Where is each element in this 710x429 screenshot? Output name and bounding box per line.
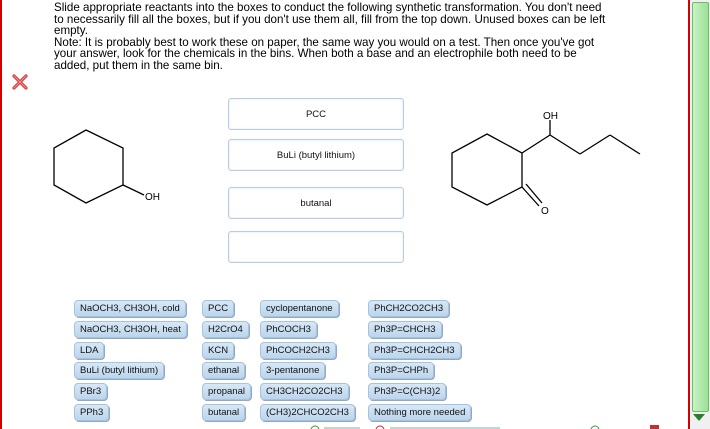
scrollbar-thumb[interactable] <box>692 2 709 412</box>
scroll-down-arrow-icon[interactable] <box>693 414 705 421</box>
answer-box-4[interactable] <box>228 231 404 263</box>
reagent-chip[interactable]: Nothing more needed <box>368 404 471 421</box>
cut-off-footer <box>300 424 690 429</box>
reagent-chip[interactable]: PBr3 <box>74 383 107 400</box>
instruction-line: Slide appropriate reactants into the boxes to conduct the following synthetic transformation. You don't need <box>54 1 602 14</box>
reagent-chip[interactable]: PPh3 <box>74 404 109 421</box>
reagent-chip[interactable]: NaOCH3, CH3OH, cold <box>74 300 186 317</box>
reagent-chip[interactable]: PhCH2CO2CH3 <box>368 300 449 317</box>
answer-box-3[interactable] <box>228 187 404 219</box>
answer-box-content[interactable]: BuLi (butyl lithium) <box>276 149 356 161</box>
reactant-molecule <box>40 115 180 215</box>
answer-box-content[interactable]: PCC <box>305 108 327 120</box>
reagent-chip[interactable]: NaOCH3, CH3OH, heat <box>74 321 187 338</box>
answer-box-2[interactable] <box>228 139 404 171</box>
instruction-line: your answer, look for the chemicals in the bins. When both a base and an electrophile both need to be <box>54 47 577 60</box>
instructions-text <box>54 2 666 71</box>
answer-box-1[interactable] <box>228 98 404 130</box>
reagent-chip[interactable]: Ph3P=C(CH3)2 <box>368 383 446 400</box>
answer-box-content[interactable]: butanal <box>300 197 332 209</box>
product-o-label: O <box>541 206 549 217</box>
reagent-chip[interactable]: H2CrO4 <box>202 321 249 338</box>
reagent-chip[interactable]: butanal <box>202 404 245 421</box>
instruction-line: added, put them in the same bin. <box>54 58 223 72</box>
vertical-scrollbar[interactable] <box>691 0 710 429</box>
instruction-line: empty. <box>54 24 88 37</box>
instruction-line: Note: It is probably best to work these on paper, the same way you would on a test. Then once you've got <box>54 35 595 49</box>
reagent-chip[interactable]: 3-pentanone <box>260 362 325 379</box>
reagent-chip[interactable]: cyclopentanone <box>260 300 339 317</box>
reagent-chip[interactable]: KCN <box>202 342 234 359</box>
reagent-chip[interactable]: propanal <box>202 383 251 400</box>
left-border <box>0 0 2 429</box>
reagent-chip[interactable]: PhCOCH2CH3 <box>260 342 336 359</box>
reagent-chip[interactable]: Ph3P=CHCH3 <box>368 321 442 338</box>
reagent-chip[interactable]: (CH3)2CHCO2CH3 <box>260 404 355 421</box>
reagent-chip[interactable]: ethanal <box>202 362 245 379</box>
incorrect-x-icon <box>11 73 29 91</box>
reagent-chip[interactable]: CH3CH2CO2CH3 <box>260 383 349 400</box>
reagent-chip[interactable]: Ph3P=CHCH2CH3 <box>368 342 461 359</box>
instruction-line: to necessarily fill all the boxes, but if you don't use them all, fill from the top down. Unused boxes can be left <box>54 12 606 26</box>
reagent-chip[interactable]: PhCOCH3 <box>260 321 317 338</box>
reagent-chip[interactable]: BuLi (butyl lithium) <box>74 362 164 379</box>
reagent-chip[interactable]: Ph3P=CHPh <box>368 362 434 379</box>
product-molecule <box>440 110 660 220</box>
reactant-oh-label: OH <box>145 192 160 203</box>
right-border <box>688 0 690 429</box>
reagent-chip[interactable]: PCC <box>202 300 234 317</box>
product-oh-label: OH <box>543 111 558 122</box>
reagent-chip[interactable]: LDA <box>74 342 104 359</box>
